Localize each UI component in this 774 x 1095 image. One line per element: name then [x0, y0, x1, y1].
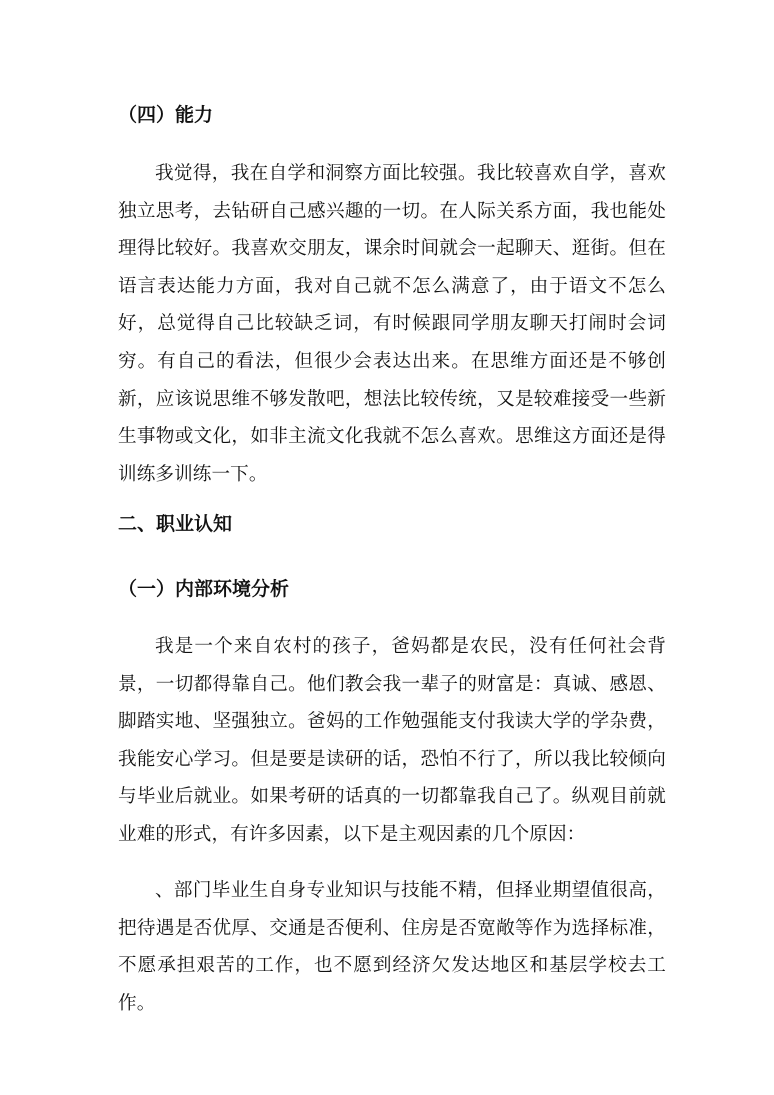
graduate-expectations-paragraph: 、部门毕业生自身专业知识与技能不精，但择业期望值很高，把待遇是否优厚、交通是否便利、住房是否宽敞等作为选择标准，不愿承担艰苦的工作，也不愿到经济欠发达地区和基层学校去工作。: [118, 880, 666, 1014]
section-heading-career-cognition: 二、职业认知: [118, 513, 233, 535]
section-heading-internal-environment: （一）内部环境分析: [118, 578, 290, 600]
internal-environment-paragraph: 我是一个来自农村的孩子，爸妈都是农民，没有任何社会背景，一切都得靠自己。他们教会我一辈子的财富是：真诚、感恩、脚踏实地、坚强独立。爸妈的工作勉强能支付我读大学的学杂费，我能安心学习。但是要是读研的话，恐怕不行了，所以我比较倾向与毕业后就业。如果考研的话真的一切都靠我自己了。纵观目前就业难的形式，有许多因素，以下是主观因素的几个原因：: [118, 636, 666, 845]
section-heading-ability: （四）能力: [118, 104, 214, 126]
ability-paragraph: 我觉得，我在自学和洞察方面比较强。我比较喜欢自学，喜欢独立思考，去钻研自己感兴趣的一切。在人际关系方面，我也能处理得比较好。我喜欢交朋友，课余时间就会一起聊天、逛街。但在语言表达能力方面，我对自己就不怎么满意了，由于语文不怎么好，总觉得自己比较缺乏词，有时候跟同学朋友聊天打闹时会词穷。有自己的看法，但很少会表达出来。在思维方面还是不够创新，应该说思维不够发散吧，想法比较传统，又是较难接受一些新生事物或文化，如非主流文化我就不怎么喜欢。思维这方面还是得训练多训练一下。: [118, 163, 666, 485]
